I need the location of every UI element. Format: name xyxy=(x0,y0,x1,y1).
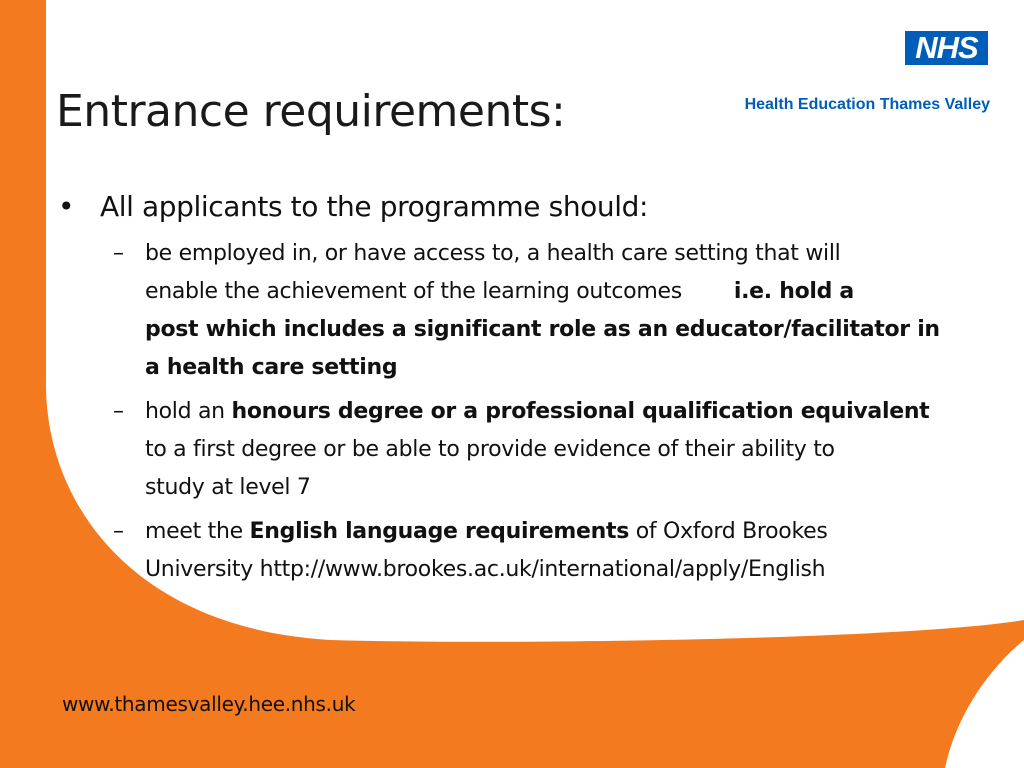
slide-title: Entrance requirements: xyxy=(56,86,566,137)
nhs-logo-text: NHS xyxy=(915,30,978,65)
dash-marker: – xyxy=(113,519,124,544)
nhs-logo xyxy=(905,31,988,65)
requirement-degree-line-1 xyxy=(145,393,995,431)
requirement-degree-line-3: study at level 7 xyxy=(145,475,311,500)
requirement-employment xyxy=(113,235,995,387)
organization-name: Health Education Thames Valley xyxy=(744,96,990,113)
requirement-degree-prefix: hold an xyxy=(145,399,232,424)
requirement-english-line-1 xyxy=(145,513,995,551)
requirement-employment-emphasis: i.e. hold a xyxy=(733,279,854,304)
requirement-english xyxy=(113,513,995,589)
requirement-degree-emphasis: honours degree or a professional qualification equivalent xyxy=(231,399,930,424)
slide-content xyxy=(58,189,998,595)
slide-corner-swoosh xyxy=(945,640,1024,768)
requirements-list xyxy=(58,235,998,589)
requirement-employment-line-3: post which includes a significant role as an educator/facilitator in xyxy=(145,317,940,342)
dash-marker: – xyxy=(113,241,124,266)
dash-marker: – xyxy=(113,399,124,424)
requirement-degree-line-2: to a first degree or be able to provide evidence of their ability to xyxy=(145,437,835,462)
requirement-english-emphasis: English language requirements xyxy=(249,519,630,544)
bullet-marker: • xyxy=(58,190,75,223)
requirement-english-line-2: University http://www.brookes.ac.uk/international/apply/English xyxy=(145,557,826,582)
bullet-intro-text: All applicants to the programme should: xyxy=(100,190,649,223)
requirement-employment-outcomes: enable the achievement of the learning outcomes xyxy=(145,279,682,304)
requirement-employment-line-1: be employed in, or have access to, a health care setting that will xyxy=(145,241,841,266)
requirement-english-suffix: of Oxford Brookes xyxy=(629,519,828,544)
requirement-employment-line-2 xyxy=(145,273,995,311)
requirement-english-prefix: meet the xyxy=(145,519,250,544)
footer-url: www.thamesvalley.hee.nhs.uk xyxy=(62,692,356,716)
requirement-degree xyxy=(113,393,995,507)
requirement-employment-line-4: a health care setting xyxy=(145,355,398,380)
bullet-intro xyxy=(58,189,998,225)
